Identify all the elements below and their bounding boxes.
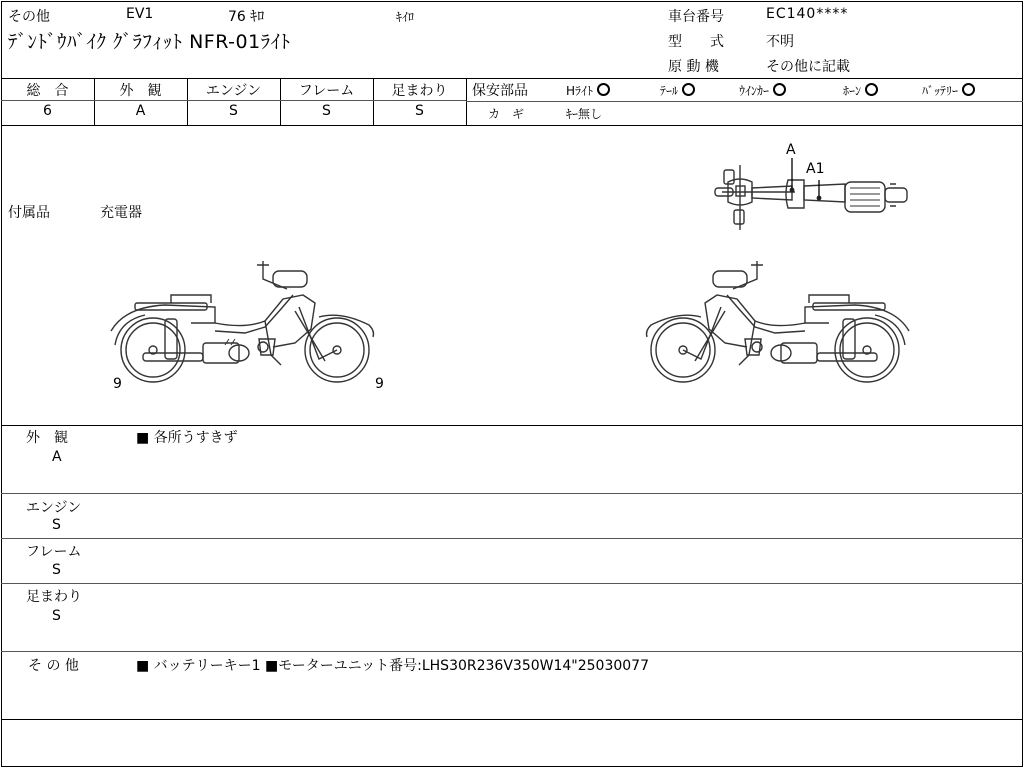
detail-rule	[1, 538, 1023, 539]
accessories-value: 充電器	[100, 205, 142, 221]
mileage-unit: ｷｲﾛ	[396, 10, 415, 24]
suspension-grade-value: S	[415, 103, 424, 119]
overall-grade-value: 6	[43, 103, 52, 119]
exterior-grade-label: 外 観	[119, 83, 162, 99]
ok-circle-icon	[597, 83, 610, 96]
ok-circle-icon	[962, 83, 975, 96]
safety-item-winker	[739, 82, 786, 99]
category-label: その他	[8, 9, 50, 25]
left-front-wheel-mark: 9	[113, 376, 122, 392]
exterior-grade-value: A	[135, 103, 146, 119]
model-type-value: 不明	[766, 34, 794, 50]
detail-exterior-label: 外 観	[26, 430, 68, 446]
scooter-left-side-diagram	[105, 255, 385, 387]
safety-item-winker-label: ｳｲﾝｶｰ	[739, 84, 770, 98]
safety-item-taillight-label: ﾃｰﾙ	[660, 84, 679, 98]
detail-other-note: ■ バッテリーキー1 ■モーターユニット番号:LHS30R236V350W14"25030077	[136, 658, 649, 674]
mileage-value: 76 ｷﾛ	[228, 9, 265, 25]
mark-a-dot	[790, 188, 795, 193]
fuel-type: EV1	[126, 6, 154, 22]
frame-number-label: 車台番号	[668, 9, 724, 25]
detail-section-bottom-rule	[1, 719, 1023, 720]
ok-circle-icon	[682, 83, 695, 96]
mark-a1-dot	[817, 196, 822, 201]
safety-item-horn	[843, 82, 878, 99]
safety-item-taillight	[660, 82, 695, 99]
safety-item-battery-label: ﾊﾞｯﾃﾘｰ	[922, 84, 959, 98]
scooter-right-side-diagram	[635, 255, 915, 387]
ok-circle-icon	[865, 83, 878, 96]
frame-number-value: EC140****	[766, 6, 849, 22]
scooter-top-view-diagram	[700, 140, 920, 240]
grade-row-bottom-rule	[1, 125, 1023, 126]
detail-frame-label: フレーム	[26, 544, 82, 560]
detail-rule	[1, 651, 1023, 652]
model-type-label: 型 式	[668, 34, 724, 50]
detail-frame-grade: S	[52, 562, 61, 578]
grade-mid-rule	[1, 100, 466, 101]
detail-engine-label: エンジン	[26, 500, 82, 516]
overall-grade-label: 総 合	[26, 83, 69, 99]
engine-label: 原 動 機	[668, 59, 719, 75]
safety-item-headlight	[566, 82, 610, 99]
detail-other-label: そ の 他	[28, 658, 79, 674]
model-name: ﾃﾞﾝﾄﾞｳﾊﾞｲｸ ｸﾞﾗﾌｨｯﾄ NFR-01ﾗｲﾄ	[8, 31, 291, 53]
safety-mid-rule	[466, 101, 1023, 102]
left-rear-wheel-mark: 9	[375, 376, 384, 392]
grade-row-top-rule	[1, 78, 1023, 79]
ok-circle-icon	[773, 83, 786, 96]
detail-suspension-grade: S	[52, 608, 61, 624]
detail-engine-grade: S	[52, 517, 61, 533]
detail-suspension-label: 足まわり	[26, 589, 82, 605]
engine-grade-value: S	[229, 103, 238, 119]
detail-rule	[1, 493, 1023, 494]
detail-section-top-rule	[1, 425, 1023, 426]
damage-mark-a: A	[786, 142, 796, 158]
detail-exterior-note: ■ 各所うすきず	[136, 430, 238, 446]
key-label: カ ギ	[488, 107, 525, 121]
engine-value: その他に記載	[766, 59, 850, 75]
damage-mark-a1: A1	[806, 161, 825, 177]
frame-grade-value: S	[322, 103, 331, 119]
safety-item-horn-label: ﾎｰﾝ	[843, 84, 862, 98]
accessories-label: 付属品	[8, 205, 50, 221]
engine-grade-label: エンジン	[205, 83, 262, 99]
detail-rule	[1, 583, 1023, 584]
safety-item-battery	[922, 82, 975, 99]
frame-grade-label: フレーム	[298, 83, 355, 99]
safety-item-headlight-label: Hﾗｲﾄ	[566, 84, 594, 98]
suspension-grade-label: 足まわり	[391, 83, 448, 99]
detail-exterior-grade: A	[52, 449, 62, 465]
key-value: ｷｰ無し	[566, 107, 603, 121]
safety-parts-label: 保安部品	[472, 83, 528, 99]
